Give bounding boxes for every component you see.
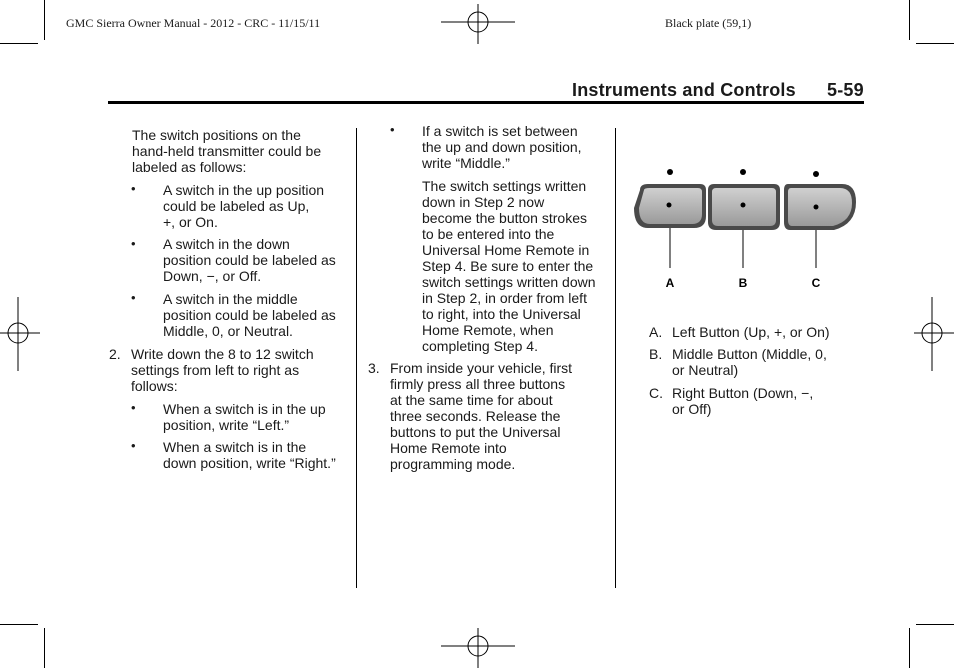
step-text: From inside your vehicle, first firmly press all three buttons at the same time for about three seconds. Release the buttons to put the Universal Home Remote into programming mode. [390,360,573,472]
list-item: A switch in the middle position could be labeled as Middle, 0, or Neutral. [163,291,336,339]
caption-letter: A. [649,324,663,340]
print-header-right: Black plate (59,1) [665,16,752,30]
step-number: 2. [109,346,121,362]
registration-mark-bottom [441,628,515,668]
crop-mark [909,0,910,40]
indicator-dot [740,169,746,175]
figure-label-b: B [738,276,748,290]
list-item: When a switch is in the down position, write “Right.” [163,439,336,471]
indicator-dot [667,169,673,175]
figure-label-c: C [811,276,821,290]
crop-mark [916,624,954,625]
caption-text: Left Button (Up, +, or On) [672,324,830,340]
section-title: Instruments and Controls [572,80,796,100]
bullet-glyph: • [131,236,136,251]
intro-paragraph: The switch positions on the hand-held transmitter could be labeled as follows: [132,127,322,175]
crop-mark [909,628,910,668]
caption-letter: C. [649,385,663,401]
bullet-glyph: • [390,122,395,137]
button-a-shape [634,184,706,228]
step-text: Write down the 8 to 12 switch settings from left to right as follows: [131,346,314,394]
caption-text: Right Button (Down, −, or Off) [672,385,814,417]
bullet-glyph: • [131,400,136,415]
indicator-dot [813,171,819,177]
page-number: 5-59 [827,80,864,100]
caption-text: Middle Button (Middle, 0, or Neutral) [672,346,827,378]
crop-mark [0,624,38,625]
bullet-glyph: • [131,181,136,196]
paragraph: The switch settings written down in Step 2 now become the button strokes to be entered into the Universal Home Remote in Step 4. Be sure to enter the switch settings written down in Step 2, in order from left to right, into the Universal Home Remote, when completing Step 4. [422,178,596,354]
column-divider [615,128,616,588]
caption-letter: B. [649,346,663,362]
list-item: When a switch is in the up position, write “Left.” [163,401,326,433]
column-divider [356,128,357,588]
header-rule [108,101,864,104]
crop-mark [0,43,38,44]
button-b-shape [708,184,780,230]
crop-mark [44,628,45,668]
bullet-glyph: • [131,438,136,453]
bullet-glyph: • [131,290,136,305]
step-number: 3. [368,360,380,376]
crop-mark [44,0,45,40]
list-item: If a switch is set between the up and down position, write “Middle.” [422,123,582,171]
registration-mark-left [0,297,40,371]
crop-mark [916,43,954,44]
registration-mark-right [914,297,954,371]
registration-mark-top [441,4,515,44]
figure-label-a: A [665,276,675,290]
list-item: A switch in the up position could be labeled as Up, +, or On. [163,182,325,230]
button-c-shape [784,184,856,230]
button-figure [628,158,864,298]
list-item: A switch in the down position could be labeled as Down, −, or Off. [163,236,336,284]
print-header-left: GMC Sierra Owner Manual - 2012 - CRC - 11/15/11 [66,16,321,30]
